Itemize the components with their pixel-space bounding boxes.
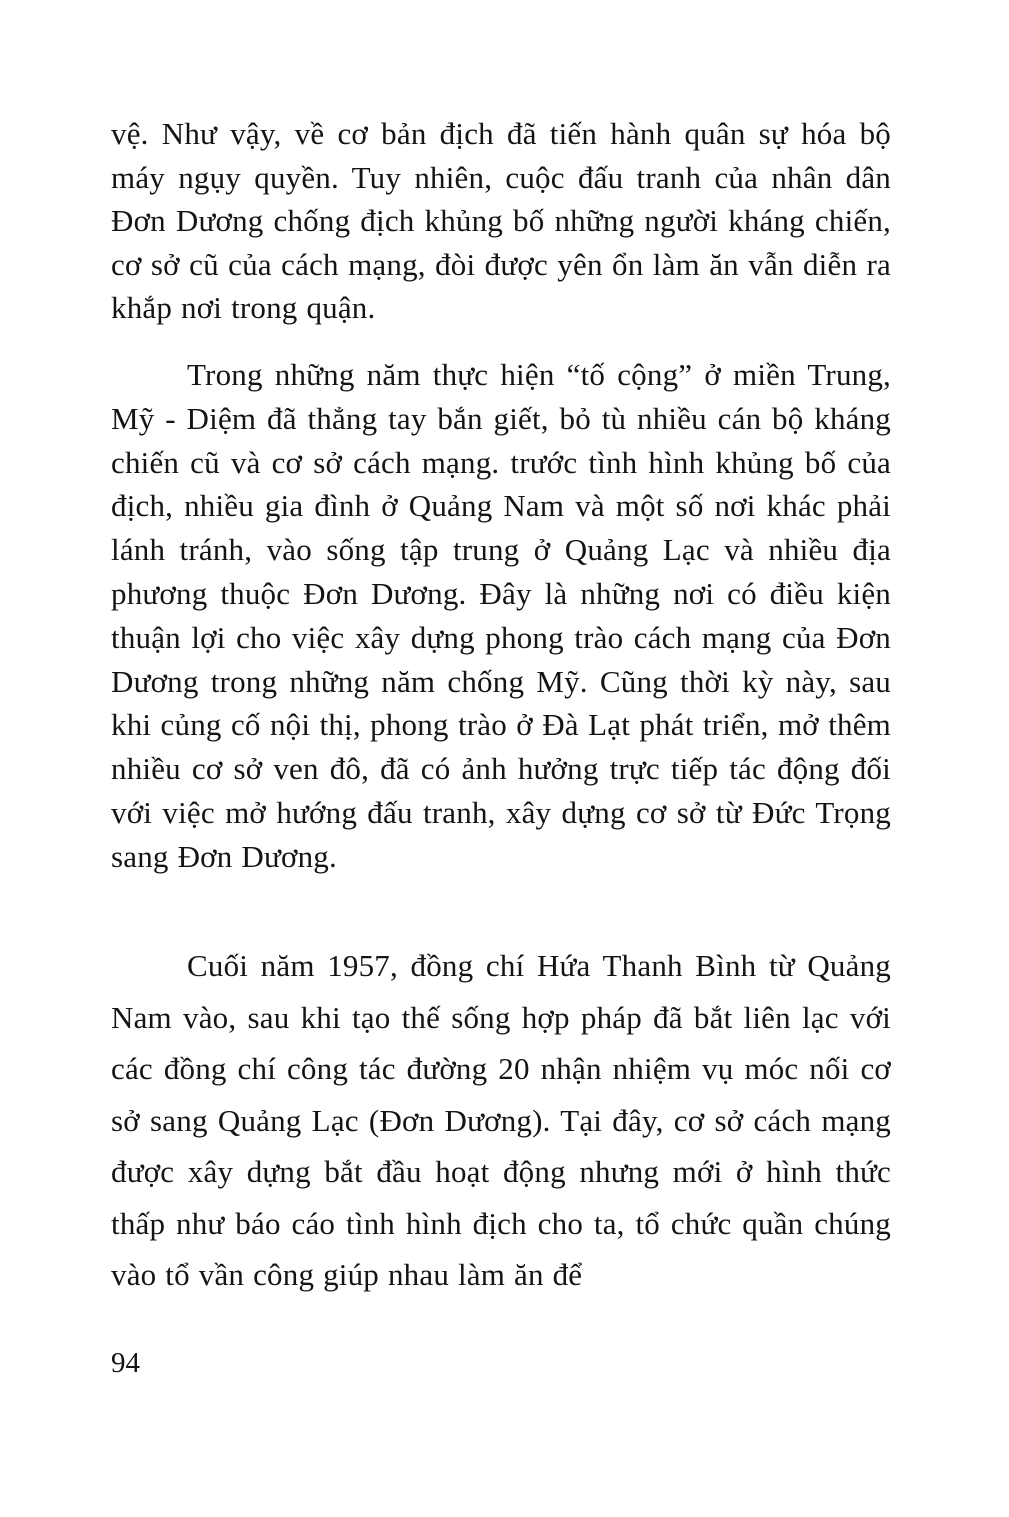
paragraph-to-cong: Trong những năm thực hiện “tố cộng” ở miền Trung, Mỹ - Diệm đã thẳng tay bắn giết, bỏ tù nhiều cán bộ kháng chiến cũ và cơ sở cách mạng. trước tình hình khủng bố của địch, nhiều gia đình ở Quảng Nam và một số nơi khác phải lánh tránh, vào sống tập trung ở Quảng Lạc và nhiều địa phương thuộc Đơn Dương. Đây là những nơi có điều kiện thuận lợi cho việc xây dựng phong trào cách mạng của Đơn Dương trong những năm chống Mỹ. Cũng thời kỳ này, sau khi củng cố nội thị, phong trào ở Đà Lạt phát triển, mở thêm nhiều cơ sở ven đô, đã có ảnh hưởng trực tiếp tác động đối với việc mở hướng đấu tranh, xây dựng cơ sở từ Đức Trọng sang Đơn Dương.	[111, 357, 891, 874]
paragraph-1957: Cuối năm 1957, đồng chí Hứa Thanh Bình từ Quảng Nam vào, sau khi tạo thế sống hợp pháp đã bắt liên lạc với các đồng chí công tác đường 20 nhận nhiệm vụ móc nối cơ sở sang Quảng Lạc (Đơn Dương). Tại đây, cơ sở cách mạng được xây dựng bắt đầu hoạt động nhưng mới ở hình thức thấp như báo cáo tình hình địch cho ta, tổ chức quần chúng vào tổ vần công giúp nhau làm ăn để	[111, 948, 891, 1292]
page-number: 94	[111, 1347, 140, 1379]
paragraph-continued: vệ. Như vậy, về cơ bản địch đã tiến hành quân sự hóa bộ máy ngụy quyền. Tuy nhiên, cuộc đấu tranh của nhân dân Đơn Dương chống địch khủng bố những người kháng chiến, cơ sở cũ của cách mạng, đòi được yên ổn làm ăn vẫn diễn ra khắp nơi trong quận.	[111, 116, 891, 326]
